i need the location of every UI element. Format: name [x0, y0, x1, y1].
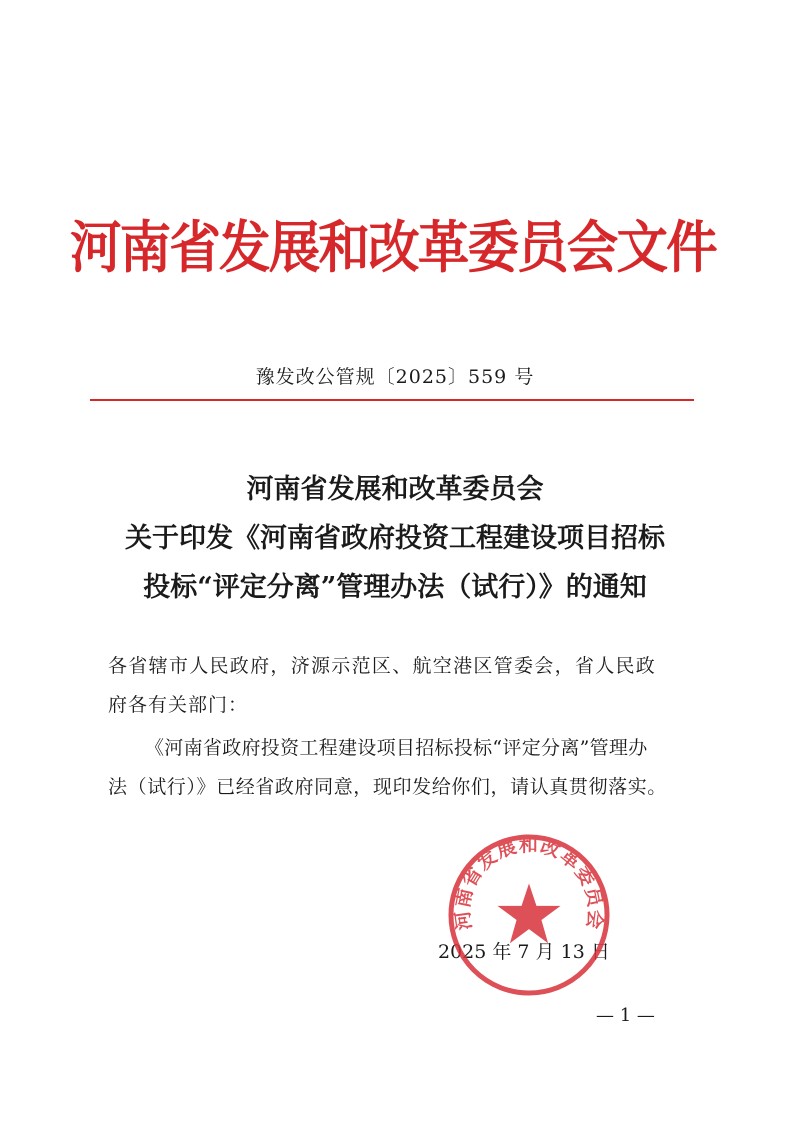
page-number: — 1 —: [596, 1005, 655, 1026]
issue-date: 2025 年 7 月 13 日: [438, 941, 610, 963]
addressee-line-1: 各省辖市人民政府，济源示范区、航空港区管委会，省人民政: [108, 655, 657, 677]
official-seal: [446, 832, 612, 998]
issuer-header: [70, 208, 720, 290]
document-number: 豫发改公管规〔2025〕559 号: [255, 366, 535, 388]
seal-text: 河南省发展和改革委员会: [450, 833, 608, 932]
seal-star-icon: [497, 883, 560, 943]
body-paragraph-line-1: 《河南省政府投资工程建设项目招标投标“评定分离”管理办: [145, 737, 648, 759]
issuer-header-text: 河南省发展和改革委员会文件: [70, 216, 716, 281]
title-line-3: 投标“评定分离”管理办法（试行）》的通知: [143, 572, 647, 603]
body-paragraph-line-2: 法（试行）》已经省政府同意，现印发给你们，请认真贯彻落实。: [108, 776, 667, 798]
title-line-2: 关于印发《河南省政府投资工程建设项目招标: [125, 523, 665, 554]
title-line-1: 河南省发展和改革委员会: [246, 474, 544, 505]
red-divider-line: [90, 399, 694, 401]
addressee-line-2: 府各有关部门：: [108, 694, 249, 716]
